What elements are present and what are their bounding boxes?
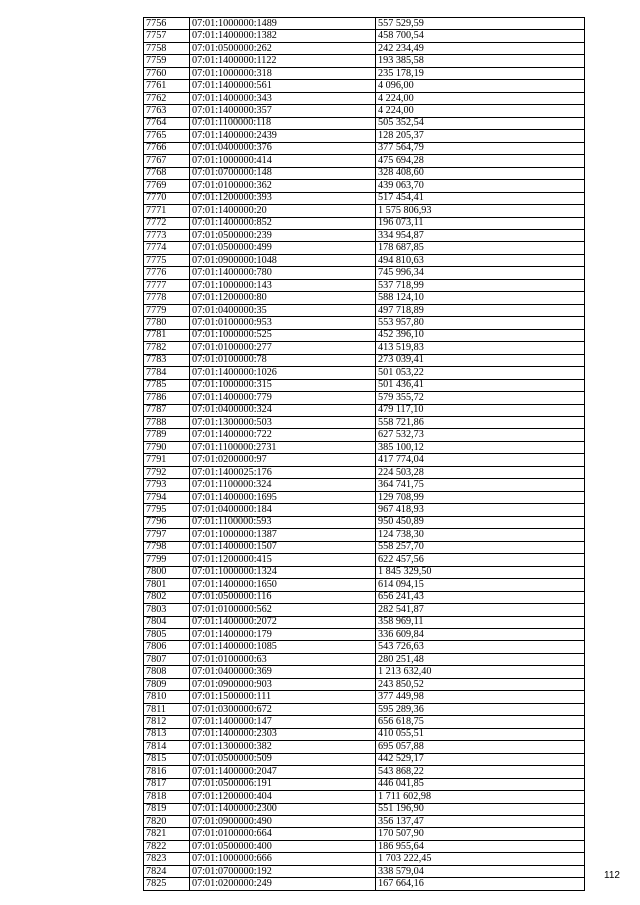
table-row <box>144 354 585 366</box>
amount-cell: 410 055,51 <box>376 728 585 740</box>
table-row <box>144 516 585 528</box>
cadastral-number-cell: 07:01:0400000:369 <box>190 666 376 678</box>
cadastral-number-cell: 07:01:1400000:1122 <box>190 55 376 67</box>
cadastral-number-cell: 07:01:1300000:382 <box>190 741 376 753</box>
table-row <box>144 703 585 715</box>
table-row <box>144 105 585 117</box>
table-row <box>144 217 585 229</box>
amount-cell: 170 507,90 <box>376 828 585 840</box>
cadastral-number-cell: 07:01:0500000:239 <box>190 229 376 241</box>
row-number-cell: 7812 <box>144 716 190 728</box>
cadastral-number-cell: 07:01:1100000:324 <box>190 479 376 491</box>
row-number-cell: 7776 <box>144 267 190 279</box>
cadastral-number-cell: 07:01:1400000:1695 <box>190 491 376 503</box>
cadastral-number-cell: 07:01:0100000:63 <box>190 653 376 665</box>
row-number-cell: 7778 <box>144 292 190 304</box>
amount-cell: 557 529,59 <box>376 18 585 30</box>
amount-cell: 243 850,52 <box>376 678 585 690</box>
table-row <box>144 853 585 865</box>
table-row <box>144 92 585 104</box>
table-row <box>144 816 585 828</box>
amount-cell: 417 774,04 <box>376 454 585 466</box>
amount-cell: 129 708,99 <box>376 491 585 503</box>
amount-cell: 558 721,86 <box>376 417 585 429</box>
row-number-cell: 7801 <box>144 579 190 591</box>
row-number-cell: 7789 <box>144 429 190 441</box>
table-row <box>144 766 585 778</box>
cadastral-number-cell: 07:01:0500000:116 <box>190 591 376 603</box>
amount-cell: 479 117,10 <box>376 404 585 416</box>
amount-cell: 553 957,80 <box>376 317 585 329</box>
cadastral-number-cell: 07:01:1400000:343 <box>190 92 376 104</box>
cadastral-number-cell: 07:01:0400000:376 <box>190 142 376 154</box>
table-row <box>144 55 585 67</box>
row-number-cell: 7797 <box>144 529 190 541</box>
cadastral-number-cell: 07:01:0100000:953 <box>190 317 376 329</box>
table-row <box>144 205 585 217</box>
amount-cell: 235 178,19 <box>376 67 585 79</box>
table-row <box>144 180 585 192</box>
row-number-cell: 7793 <box>144 479 190 491</box>
table-row <box>144 741 585 753</box>
row-number-cell: 7800 <box>144 566 190 578</box>
row-number-cell: 7816 <box>144 766 190 778</box>
cadastral-number-cell: 07:01:1400000:1507 <box>190 541 376 553</box>
table-row <box>144 441 585 453</box>
row-number-cell: 7767 <box>144 155 190 167</box>
table-row <box>144 142 585 154</box>
table-row <box>144 691 585 703</box>
amount-cell: 186 955,64 <box>376 840 585 852</box>
amount-cell: 446 041,85 <box>376 778 585 790</box>
row-number-cell: 7811 <box>144 703 190 715</box>
amount-cell: 1 213 632,40 <box>376 666 585 678</box>
row-number-cell: 7761 <box>144 80 190 92</box>
cadastral-number-cell: 07:01:1400000:1026 <box>190 367 376 379</box>
cadastral-number-cell: 07:01:1400000:147 <box>190 716 376 728</box>
cadastral-number-cell: 07:01:1400000:357 <box>190 105 376 117</box>
table-row <box>144 716 585 728</box>
row-number-cell: 7792 <box>144 466 190 478</box>
amount-cell: 364 741,75 <box>376 479 585 491</box>
row-number-cell: 7813 <box>144 728 190 740</box>
amount-cell: 334 954,87 <box>376 229 585 241</box>
table-row <box>144 392 585 404</box>
cadastral-number-cell: 07:01:1400000:20 <box>190 205 376 217</box>
cadastral-number-cell: 07:01:0100000:78 <box>190 354 376 366</box>
row-number-cell: 7764 <box>144 117 190 129</box>
row-number-cell: 7787 <box>144 404 190 416</box>
row-number-cell: 7820 <box>144 816 190 828</box>
amount-cell: 950 450,89 <box>376 516 585 528</box>
amount-cell: 656 618,75 <box>376 716 585 728</box>
amount-cell: 695 057,88 <box>376 741 585 753</box>
table-row <box>144 504 585 516</box>
table-row <box>144 254 585 266</box>
cadastral-number-cell: 07:01:0100000:362 <box>190 180 376 192</box>
amount-cell: 358 969,11 <box>376 616 585 628</box>
row-number-cell: 7806 <box>144 641 190 653</box>
cadastral-number-cell: 07:01:1200000:415 <box>190 554 376 566</box>
table-row <box>144 18 585 30</box>
row-number-cell: 7810 <box>144 691 190 703</box>
table-row <box>144 329 585 341</box>
cadastral-number-cell: 07:01:0500000:509 <box>190 753 376 765</box>
table-row <box>144 479 585 491</box>
amount-cell: 558 257,70 <box>376 541 585 553</box>
row-number-cell: 7785 <box>144 379 190 391</box>
amount-cell: 458 700,54 <box>376 30 585 42</box>
row-number-cell: 7769 <box>144 180 190 192</box>
amount-cell: 1 711 602,98 <box>376 791 585 803</box>
row-number-cell: 7757 <box>144 30 190 42</box>
table-row <box>144 130 585 142</box>
cadastral-number-cell: 07:01:1400000:2439 <box>190 130 376 142</box>
row-number-cell: 7821 <box>144 828 190 840</box>
table-row <box>144 342 585 354</box>
row-number-cell: 7819 <box>144 803 190 815</box>
cadastral-number-cell: 07:01:1400000:1085 <box>190 641 376 653</box>
table-row <box>144 641 585 653</box>
cadastral-number-cell: 07:01:1000000:1489 <box>190 18 376 30</box>
table-row <box>144 591 585 603</box>
cadastral-number-cell: 07:01:0700000:148 <box>190 167 376 179</box>
row-number-cell: 7765 <box>144 130 190 142</box>
table-row <box>144 628 585 640</box>
cadastral-number-cell: 07:01:1400000:780 <box>190 267 376 279</box>
cadastral-number-cell: 07:01:1100000:118 <box>190 117 376 129</box>
amount-cell: 505 352,54 <box>376 117 585 129</box>
row-number-cell: 7818 <box>144 791 190 803</box>
cadastral-number-cell: 07:01:1400000:722 <box>190 429 376 441</box>
amount-cell: 4 096,00 <box>376 80 585 92</box>
table-row <box>144 367 585 379</box>
cadastral-number-cell: 07:01:1500000:111 <box>190 691 376 703</box>
row-number-cell: 7768 <box>144 167 190 179</box>
table-row <box>144 155 585 167</box>
row-number-cell: 7782 <box>144 342 190 354</box>
amount-cell: 543 726,63 <box>376 641 585 653</box>
row-number-cell: 7815 <box>144 753 190 765</box>
table-row <box>144 878 585 890</box>
table-row <box>144 466 585 478</box>
cadastral-number-cell: 07:01:1000000:315 <box>190 379 376 391</box>
amount-cell: 1 845 329,50 <box>376 566 585 578</box>
table-row <box>144 678 585 690</box>
amount-cell: 242 234,49 <box>376 42 585 54</box>
table-row <box>144 616 585 628</box>
amount-cell: 494 810,63 <box>376 254 585 266</box>
amount-cell: 336 609,84 <box>376 628 585 640</box>
amount-cell: 1 575 806,93 <box>376 205 585 217</box>
amount-cell: 595 289,36 <box>376 703 585 715</box>
row-number-cell: 7759 <box>144 55 190 67</box>
cadastral-number-cell: 07:01:1400000:1650 <box>190 579 376 591</box>
row-number-cell: 7804 <box>144 616 190 628</box>
table-row <box>144 292 585 304</box>
table-row <box>144 379 585 391</box>
cadastral-number-cell: 07:01:0500006:191 <box>190 778 376 790</box>
cadastral-number-cell: 07:01:1400000:2303 <box>190 728 376 740</box>
row-number-cell: 7808 <box>144 666 190 678</box>
row-number-cell: 7773 <box>144 229 190 241</box>
table-row <box>144 417 585 429</box>
amount-cell: 377 564,79 <box>376 142 585 154</box>
amount-cell: 1 703 222,45 <box>376 853 585 865</box>
table-row <box>144 604 585 616</box>
table-row <box>144 404 585 416</box>
row-number-cell: 7770 <box>144 192 190 204</box>
row-number-cell: 7790 <box>144 441 190 453</box>
row-number-cell: 7784 <box>144 367 190 379</box>
amount-cell: 579 355,72 <box>376 392 585 404</box>
cadastral-number-cell: 07:01:1400025:176 <box>190 466 376 478</box>
amount-cell: 967 418,93 <box>376 504 585 516</box>
amount-cell: 338 579,04 <box>376 865 585 877</box>
table-row <box>144 753 585 765</box>
table-row <box>144 67 585 79</box>
amount-cell: 377 449,98 <box>376 691 585 703</box>
table-row <box>144 267 585 279</box>
table-row <box>144 192 585 204</box>
amount-cell: 452 396,10 <box>376 329 585 341</box>
cadastral-number-cell: 07:01:1000000:143 <box>190 279 376 291</box>
amount-cell: 224 503,28 <box>376 466 585 478</box>
table-row <box>144 279 585 291</box>
amount-cell: 167 664,16 <box>376 878 585 890</box>
row-number-cell: 7805 <box>144 628 190 640</box>
amount-cell: 282 541,87 <box>376 604 585 616</box>
data-table <box>143 17 585 891</box>
cadastral-number-cell: 07:01:1400000:2072 <box>190 616 376 628</box>
row-number-cell: 7794 <box>144 491 190 503</box>
table-row <box>144 653 585 665</box>
table-row <box>144 304 585 316</box>
row-number-cell: 7779 <box>144 304 190 316</box>
amount-cell: 627 532,73 <box>376 429 585 441</box>
row-number-cell: 7799 <box>144 554 190 566</box>
row-number-cell: 7762 <box>144 92 190 104</box>
amount-cell: 280 251,48 <box>376 653 585 665</box>
cadastral-number-cell: 07:01:0100000:562 <box>190 604 376 616</box>
amount-cell: 413 519,83 <box>376 342 585 354</box>
amount-cell: 328 408,60 <box>376 167 585 179</box>
row-number-cell: 7795 <box>144 504 190 516</box>
cadastral-number-cell: 07:01:0100000:664 <box>190 828 376 840</box>
cadastral-number-cell: 07:01:0300000:672 <box>190 703 376 715</box>
table-row <box>144 117 585 129</box>
cadastral-number-cell: 07:01:1000000:318 <box>190 67 376 79</box>
cadastral-number-cell: 07:01:1100000:2731 <box>190 441 376 453</box>
amount-cell: 551 196,90 <box>376 803 585 815</box>
row-number-cell: 7760 <box>144 67 190 79</box>
amount-cell: 745 996,34 <box>376 267 585 279</box>
row-number-cell: 7763 <box>144 105 190 117</box>
table-body <box>144 18 585 891</box>
cadastral-number-cell: 07:01:0400000:35 <box>190 304 376 316</box>
row-number-cell: 7802 <box>144 591 190 603</box>
cadastral-number-cell: 07:01:1400000:852 <box>190 217 376 229</box>
page-number: 112 <box>604 870 620 881</box>
table-row <box>144 242 585 254</box>
table-row <box>144 229 585 241</box>
row-number-cell: 7758 <box>144 42 190 54</box>
table-row <box>144 541 585 553</box>
cadastral-number-cell: 07:01:0900000:903 <box>190 678 376 690</box>
amount-cell: 622 457,56 <box>376 554 585 566</box>
cadastral-number-cell: 07:01:0900000:1048 <box>190 254 376 266</box>
row-number-cell: 7786 <box>144 392 190 404</box>
amount-cell: 442 529,17 <box>376 753 585 765</box>
row-number-cell: 7807 <box>144 653 190 665</box>
cadastral-number-cell: 07:01:0900000:490 <box>190 816 376 828</box>
row-number-cell: 7777 <box>144 279 190 291</box>
table-row <box>144 778 585 790</box>
row-number-cell: 7809 <box>144 678 190 690</box>
row-number-cell: 7814 <box>144 741 190 753</box>
amount-cell: 439 063,70 <box>376 180 585 192</box>
table-row <box>144 554 585 566</box>
amount-cell: 475 694,28 <box>376 155 585 167</box>
row-number-cell: 7796 <box>144 516 190 528</box>
row-number-cell: 7772 <box>144 217 190 229</box>
table-row <box>144 167 585 179</box>
amount-cell: 356 137,47 <box>376 816 585 828</box>
cadastral-number-cell: 07:01:1000000:1324 <box>190 566 376 578</box>
row-number-cell: 7781 <box>144 329 190 341</box>
row-number-cell: 7803 <box>144 604 190 616</box>
cadastral-number-cell: 07:01:1400000:561 <box>190 80 376 92</box>
row-number-cell: 7824 <box>144 865 190 877</box>
row-number-cell: 7791 <box>144 454 190 466</box>
amount-cell: 614 094,15 <box>376 579 585 591</box>
table-row <box>144 666 585 678</box>
cadastral-number-cell: 07:01:0500000:262 <box>190 42 376 54</box>
cadastral-number-cell: 07:01:1200000:80 <box>190 292 376 304</box>
table-row <box>144 80 585 92</box>
row-number-cell: 7817 <box>144 778 190 790</box>
amount-cell: 497 718,89 <box>376 304 585 316</box>
cadastral-number-cell: 07:01:1100000:593 <box>190 516 376 528</box>
amount-cell: 273 039,41 <box>376 354 585 366</box>
amount-cell: 196 073,11 <box>376 217 585 229</box>
row-number-cell: 7775 <box>144 254 190 266</box>
amount-cell: 193 385,58 <box>376 55 585 67</box>
table-row <box>144 579 585 591</box>
cadastral-number-cell: 07:01:1000000:414 <box>190 155 376 167</box>
table-row <box>144 529 585 541</box>
row-number-cell: 7822 <box>144 840 190 852</box>
row-number-cell: 7783 <box>144 354 190 366</box>
cadastral-number-cell: 07:01:1400000:2047 <box>190 766 376 778</box>
cadastral-number-cell: 07:01:0500000:499 <box>190 242 376 254</box>
row-number-cell: 7823 <box>144 853 190 865</box>
table-row <box>144 791 585 803</box>
cadastral-number-cell: 07:01:1200000:393 <box>190 192 376 204</box>
table-row <box>144 429 585 441</box>
cadastral-number-cell: 07:01:0700000:192 <box>190 865 376 877</box>
amount-cell: 4 224,00 <box>376 92 585 104</box>
cadastral-number-cell: 07:01:1000000:525 <box>190 329 376 341</box>
row-number-cell: 7780 <box>144 317 190 329</box>
cadastral-number-cell: 07:01:0100000:277 <box>190 342 376 354</box>
cadastral-number-cell: 07:01:0200000:97 <box>190 454 376 466</box>
table-row <box>144 803 585 815</box>
cadastral-number-cell: 07:01:1400000:2300 <box>190 803 376 815</box>
table-row <box>144 454 585 466</box>
row-number-cell: 7774 <box>144 242 190 254</box>
amount-cell: 501 053,22 <box>376 367 585 379</box>
row-number-cell: 7798 <box>144 541 190 553</box>
table-row <box>144 317 585 329</box>
cadastral-number-cell: 07:01:0400000:324 <box>190 404 376 416</box>
amount-cell: 588 124,10 <box>376 292 585 304</box>
cadastral-number-cell: 07:01:1300000:503 <box>190 417 376 429</box>
row-number-cell: 7766 <box>144 142 190 154</box>
table-row <box>144 566 585 578</box>
table-row <box>144 491 585 503</box>
cadastral-number-cell: 07:01:0200000:249 <box>190 878 376 890</box>
amount-cell: 385 100,12 <box>376 441 585 453</box>
amount-cell: 517 454,41 <box>376 192 585 204</box>
amount-cell: 501 436,41 <box>376 379 585 391</box>
cadastral-number-cell: 07:01:0400000:184 <box>190 504 376 516</box>
cadastral-number-cell: 07:01:1400000:1382 <box>190 30 376 42</box>
row-number-cell: 7788 <box>144 417 190 429</box>
cadastral-number-cell: 07:01:1000000:666 <box>190 853 376 865</box>
cadastral-number-cell: 07:01:0500000:400 <box>190 840 376 852</box>
table-row <box>144 840 585 852</box>
amount-cell: 543 868,22 <box>376 766 585 778</box>
row-number-cell: 7825 <box>144 878 190 890</box>
cadastral-number-cell: 07:01:1000000:1387 <box>190 529 376 541</box>
table-row <box>144 828 585 840</box>
table-row <box>144 42 585 54</box>
cadastral-number-cell: 07:01:1400000:179 <box>190 628 376 640</box>
amount-cell: 4 224,00 <box>376 105 585 117</box>
table-row <box>144 865 585 877</box>
row-number-cell: 7771 <box>144 205 190 217</box>
cadastral-number-cell: 07:01:1400000:779 <box>190 392 376 404</box>
amount-cell: 128 205,37 <box>376 130 585 142</box>
table-row <box>144 30 585 42</box>
table-row <box>144 728 585 740</box>
amount-cell: 656 241,43 <box>376 591 585 603</box>
amount-cell: 178 687,85 <box>376 242 585 254</box>
cadastral-number-cell: 07:01:1200000:404 <box>190 791 376 803</box>
amount-cell: 124 738,30 <box>376 529 585 541</box>
row-number-cell: 7756 <box>144 18 190 30</box>
amount-cell: 537 718,99 <box>376 279 585 291</box>
